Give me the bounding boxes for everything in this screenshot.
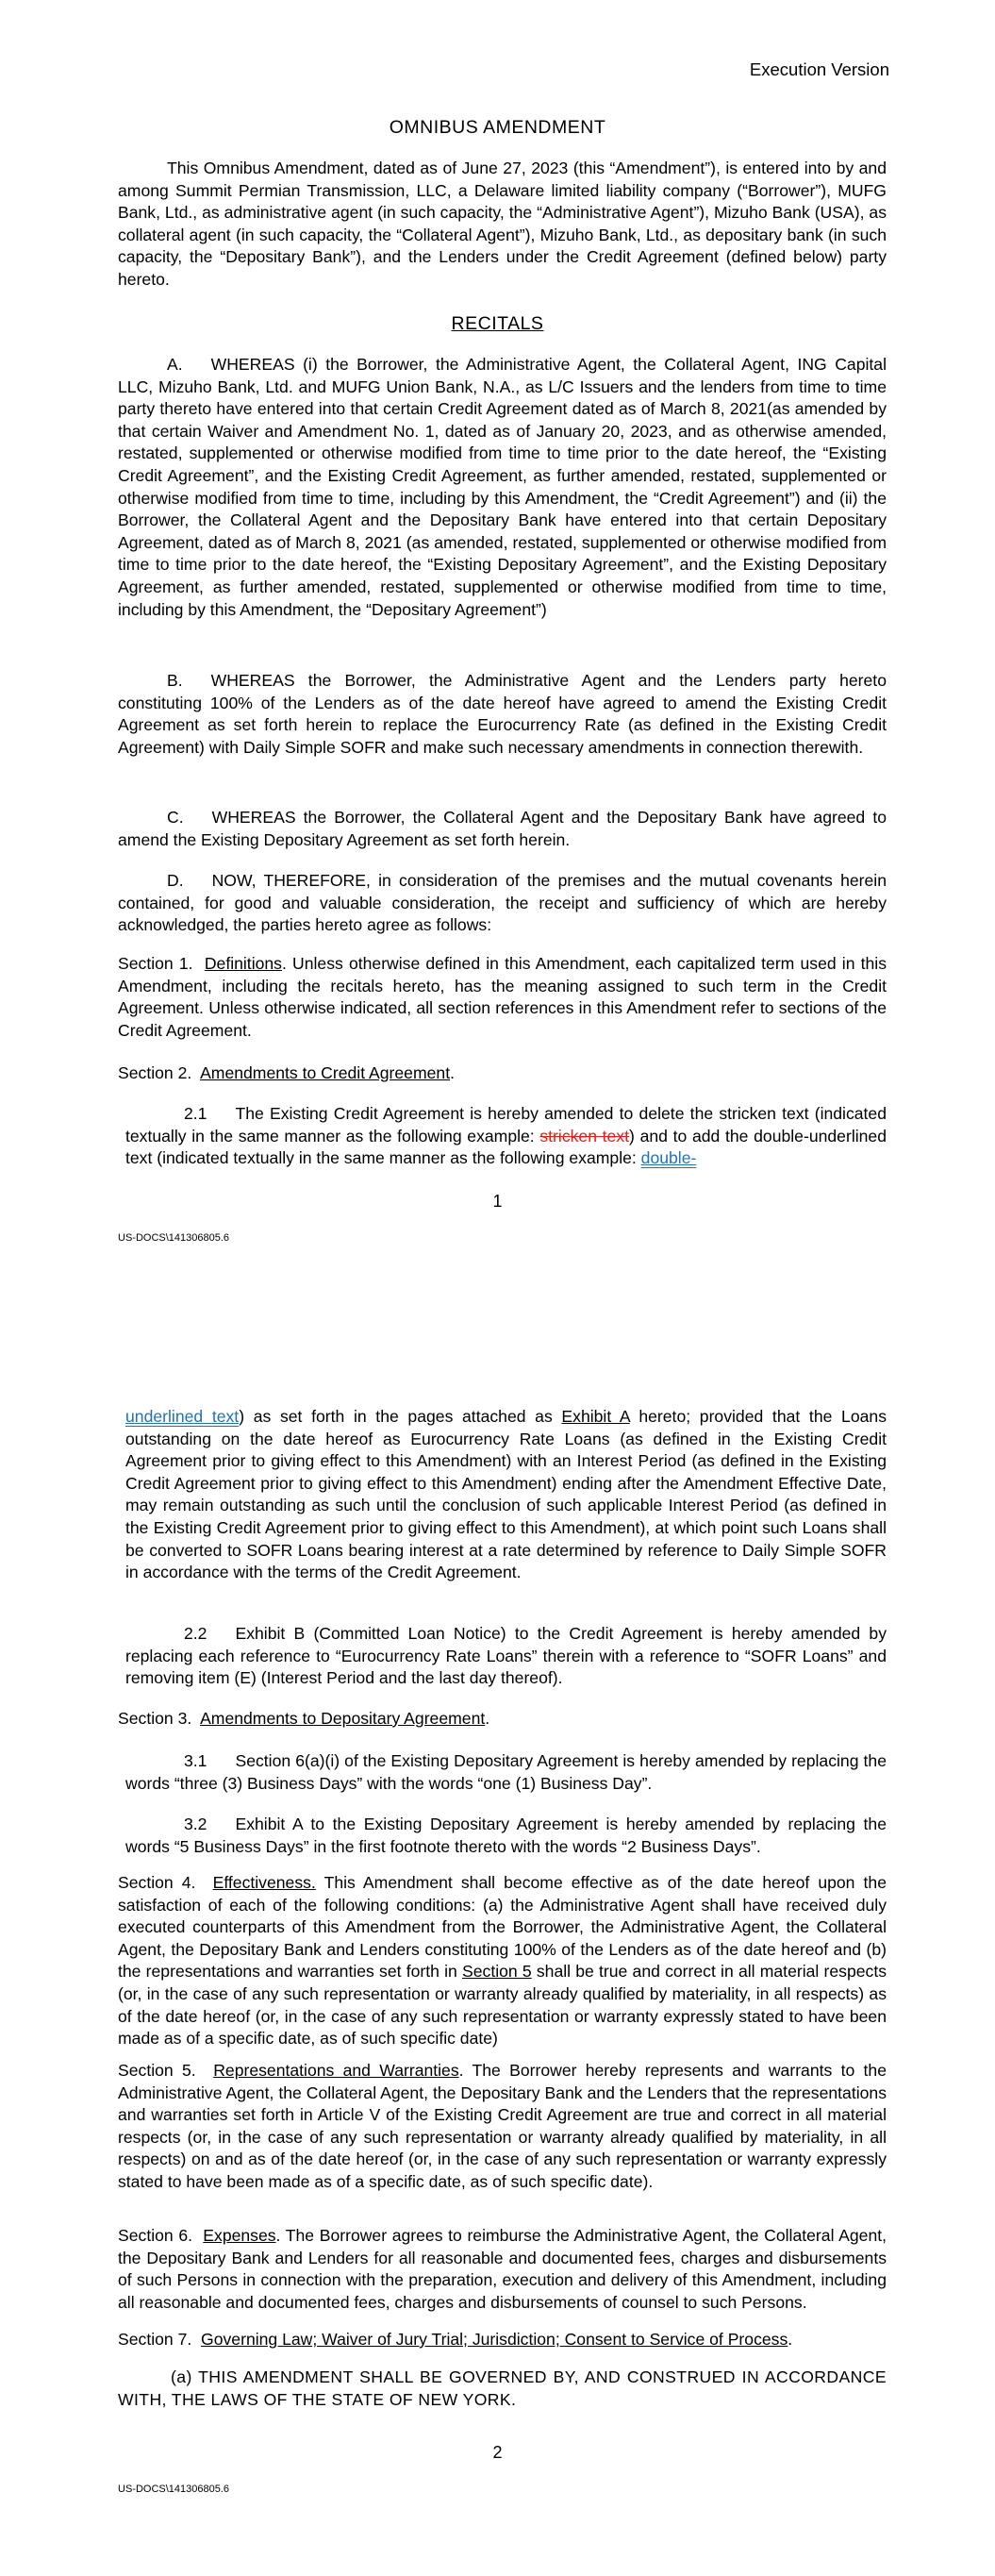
section-2-1-part2: underlined text) as set forth in the pages attached as Exhibit A hereto; provided that the Loans outstanding on the date hereof as Eurocurrency Rate Loans (as defined in the Existing Credit Agreement prior to giving effect to this Amendment) with an Interest Period (as defined in the Existing Credit Agreement prior to giving effect to this Amendment) ending after the Amendment Effective Date, may remain outstanding as such until the conclusion of such applicable Interest Period (as defined in the Existing Credit Agreement prior to giving effect to this Amendment), at which point such Loans shall be converted to SOFR Loans bearing interest at a rate determined by reference to Daily Simple SOFR in accordance with the terms of the Credit Agreement. <box>125 1407 887 1582</box>
double-underline-example-cont: underlined text <box>125 1407 240 1426</box>
page-1 <box>0 0 995 1264</box>
doc-id-2: US-DOCS\141306805.6 <box>118 2484 230 2495</box>
section-5-ref: Section 5 <box>462 1962 532 1982</box>
section-6: Section 6. Expenses. The Borrower agrees to reimburse the Administrative Agent, the Collateral Agent, the Depositary Bank and Lenders for all reasonable and documented fees, charges and disbursements of such Persons in connection with the preparation, execution and delivery of this Amendment, including all reasonable and documented fees, charges and disbursements of counsel to such Persons. <box>118 2226 887 2312</box>
section-3-2: 3.2 Exhibit A to the Existing Depositary Agreement is hereby amended by replacing the words “5 Business Days” in the first footnote thereto with the words “2 Business Days”. <box>125 1815 887 1856</box>
stricken-text-example: stricken text <box>539 1126 630 1146</box>
section-2-1-part1: 2.1 The Existing Credit Agreement is hereby amended to delete the stricken text (indicated textually in the same manner as the following example: stricken text) and to add the double-underlined text (indicated textually in the same manner as the following example: double- <box>125 1104 887 1168</box>
section-1: Section 1. Definitions. Unless otherwise defined in this Amendment, each capitalized term used in this Amendment, including the recitals hereto, has the meaning assigned to such term in the Credit Agreement. Unless otherwise indicated, all section references in this Amendment refer to sections of the Credit Agreement. <box>118 954 887 1040</box>
exhibit-a-ref: Exhibit A <box>561 1407 630 1426</box>
doc-id-1: US-DOCS\141306805.6 <box>118 1232 230 1244</box>
recital-c: C. WHEREAS the Borrower, the Collateral Agent and the Depositary Bank have agreed to amend the Existing Depositary Agreement as set forth herein. <box>118 808 887 849</box>
section-4: Section 4. Effectiveness. This Amendment shall become effective as of the date hereof upon the satisfaction of each of the following conditions: (a) the Administrative Agent shall have received duly executed counterparts of this Amendment from the Borrower, the Administrative Agent, the Collateral Agent, the Depositary Bank and Lenders constituting 100% of the Lenders as of the date hereof and (b) the representations and warranties set forth in Section 5 shall be true and correct in all material respects (or, in the case of any such representation or warranty already qualified by materiality, in all respects) as of the date hereof (or, in the case of any such representation or warranty expressly stated to have been made as of a specific date, as of such specific date) <box>118 1873 887 2049</box>
intro-paragraph: This Omnibus Amendment, dated as of June 27, 2023 (this “Amendment”), is entered into by and among Summit Permian Transmission, LLC, a Delaware limited liability company (“Borrower”), MUFG Bank, Ltd., as administrative agent (in such capacity, the “Administrative Agent”), Mizuho Bank (USA), as collateral agent (in such capacity, the “Collateral Agent”), Mizuho Bank, Ltd., as depositary bank (in such capacity, the “Depositary Bank”), and the Lenders under the Credit Agreement (defined below) party hereto. <box>118 159 887 289</box>
recital-d: D. NOW, THEREFORE, in consideration of the premises and the mutual covenants herein contained, for good and valuable consideration, the receipt and sufficiency of which are hereby acknowledged, the parties hereto agree as follows: <box>118 871 887 935</box>
section-7-a: (a) THIS AMENDMENT SHALL BE GOVERNED BY, AND CONSTRUED IN ACCORDANCE WITH, THE LAWS OF THE STATE OF NEW YORK. <box>118 2367 887 2409</box>
section-5: Section 5. Representations and Warranties. The Borrower hereby represents and warrants to the Administrative Agent, the Collateral Agent, the Depositary Bank and the Lenders that the representations and warranties set forth in Article V of the Existing Credit Agreement are true and correct in all material respects (or, in the case of any such representation or warranty already qualified by materiality, in all respects) on and as of the date hereof (or, in the case of any such representation or warranty expressly stated to have been made as of a specific date, as of such specific date). <box>118 2061 887 2191</box>
execution-version-label: Execution Version <box>749 59 889 79</box>
section-2-heading: Section 2. Amendments to Credit Agreement. <box>118 1063 455 1082</box>
page-2 <box>0 1264 995 2576</box>
document-title: OMNIBUS AMENDMENT <box>389 117 606 138</box>
section-3-1: 3.1 Section 6(a)(i) of the Existing Depositary Agreement is hereby amended by replacing the words “three (3) Business Days” with the words “one (1) Business Day”. <box>125 1751 887 1793</box>
section-7-heading: Section 7. Governing Law; Waiver of Jury Trial; Jurisdiction; Consent to Service of Process. <box>118 2330 793 2349</box>
section-3-heading: Section 3. Amendments to Depositary Agreement. <box>118 1709 490 1728</box>
recital-b: B. WHEREAS the Borrower, the Administrative Agent and the Lenders party hereto constituting 100% of the Lenders as of the date hereof have agreed to amend the Existing Credit Agreement as set forth herein to replace the Eurocurrency Rate (as defined in the Existing Credit Agreement) with Daily Simple SOFR and make such necessary amendments in connection therewith. <box>118 671 887 757</box>
double-underline-example: double- <box>640 1148 697 1168</box>
section-1-heading: Definitions <box>204 954 282 973</box>
page-number-1: 1 <box>492 1192 503 1211</box>
page-number-2: 2 <box>492 2443 503 2462</box>
section-2-2: 2.2 Exhibit B (Committed Loan Notice) to the Credit Agreement is hereby amended by replacing each reference to “Eurocurrency Rate Loans” therein with a reference to “SOFR Loans” and removing item (E) (Interest Period and the last day thereof). <box>125 1624 887 1688</box>
recital-a: A. WHEREAS (i) the Borrower, the Administrative Agent, the Collateral Agent, ING Capital LLC, Mizuho Bank, Ltd. and MUFG Union Bank, N.A., as L/C Issuers and the lenders from time to time party thereto have entered into that certain Credit Agreement dated as of March 8, 2021(as amended by that certain Waiver and Amendment No. 1, dated as of January 20, 2023, and as otherwise amended, restated, supplemented or otherwise modified from time to time prior to the date hereof, the “Existing Credit Agreement”, and the Existing Credit Agreement, as further amended, restated, supplemented or otherwise modified from time to time, including by this Amendment, the “Credit Agreement”) and (ii) the Borrower, the Collateral Agent and the Depositary Bank have entered into that certain Depositary Agreement, dated as of March 8, 2021 (as amended, restated, supplemented or otherwise modified from time to time prior to the date hereof, the “Existing Depositary Agreement”, and the Existing Depositary Agreement, as further amended, restated, supplemented or otherwise modified from time to time, including by this Amendment, the “Depositary Agreement”) <box>118 355 887 619</box>
recitals-heading: RECITALS <box>451 313 544 334</box>
